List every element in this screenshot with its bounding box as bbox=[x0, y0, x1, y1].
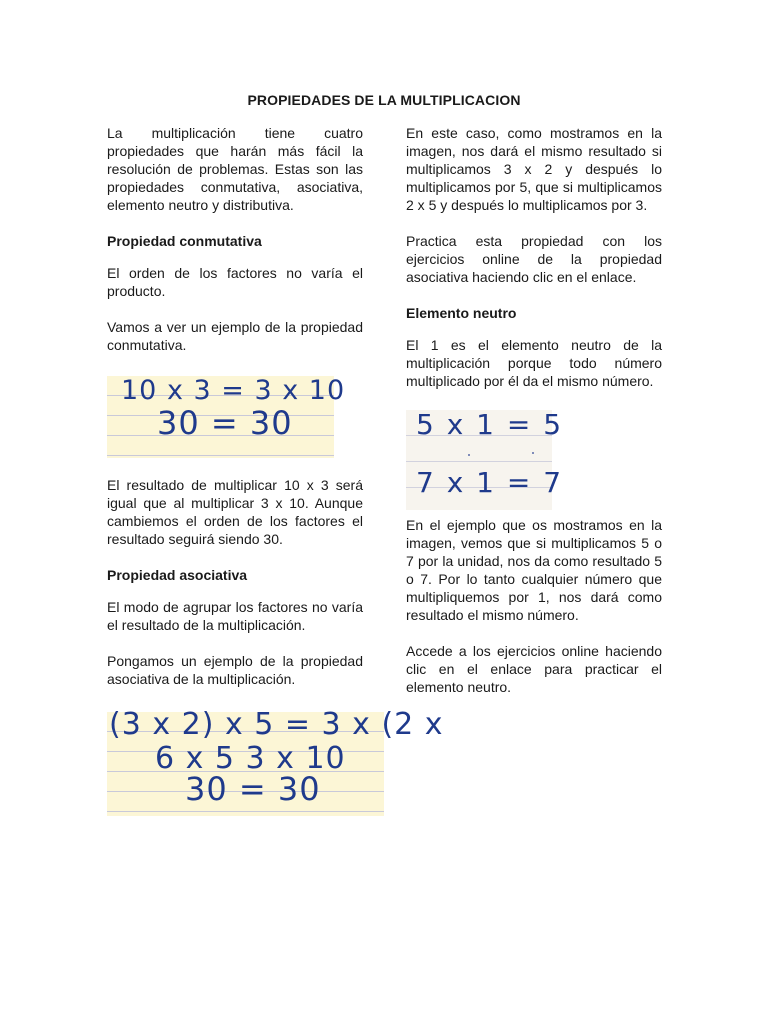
conmutativa-definition: El orden de los factores no varía el producto. bbox=[107, 265, 363, 299]
asociativa-image-line-3: 30 = 30 bbox=[185, 770, 321, 808]
left-column bbox=[107, 124, 444, 816]
asociativa-definition: El modo de agrupar los factores no varía el resultado de la multiplicación. bbox=[107, 599, 363, 633]
neutro-image-line-2: 7 x 1 = 7 bbox=[416, 466, 564, 499]
neutro-example-image bbox=[406, 408, 564, 510]
neutro-practice-link-text[interactable]: Accede a los ejercicios online haciendo clic en el enlace para practicar el elemento neutro. bbox=[406, 643, 662, 695]
ink-dot bbox=[532, 452, 534, 454]
neutro-explanation: En el ejemplo que os mostramos en la imagen, vemos que si multiplicamos 5 o 7 por la unidad, nos da como resultado 5 o 7. Por lo tanto cualquier número que multipliquemos por 1, nos dará como resultado el mismo número. bbox=[406, 517, 662, 623]
conmutativa-example-image bbox=[107, 375, 346, 458]
asociativa-example-image bbox=[107, 707, 444, 816]
asociativa-image-line-1: (3 x 2) x 5 = 3 x (2 x bbox=[109, 707, 444, 742]
neutro-heading: Elemento neutro bbox=[406, 305, 517, 321]
right-column bbox=[406, 124, 662, 714]
neutro-definition: El 1 es el elemento neutro de la multiplicación porque todo número multiplicado por él da el mismo número. bbox=[406, 337, 662, 389]
asociativa-practice-link-text[interactable]: Practica esta propiedad con los ejercicios online de la propiedad asociativa haciendo clic en el enlace. bbox=[406, 233, 662, 285]
conmutativa-explanation: El resultado de multiplicar 10 x 3 será igual que al multiplicar 3 x 10. Aunque cambiemos el orden de los factores el resultado seguirá siendo 30. bbox=[107, 477, 363, 547]
asociativa-explanation: En este caso, como mostramos en la imagen, nos dará el mismo resultado si multiplicamos 3 x 2 y después lo multiplicamos por 5, que si multiplicamos 2 x 5 y después lo multiplicamos por 3. bbox=[406, 125, 662, 213]
conmutativa-example-intro: Vamos a ver un ejemplo de la propiedad conmutativa. bbox=[107, 319, 363, 353]
neutro-image-line-1: 5 x 1 = 5 bbox=[416, 408, 564, 441]
intro-paragraph: La multiplicación tiene cuatro propiedades que harán más fácil la resolución de problemas. Estas son las propiedades conmutativa, asociativa, elemento neutro y distributiva. bbox=[107, 125, 363, 213]
conmutativa-heading: Propiedad conmutativa bbox=[107, 233, 262, 249]
asociativa-heading: Propiedad asociativa bbox=[107, 567, 248, 583]
page-title: PROPIEDADES DE LA MULTIPLICACION bbox=[247, 92, 521, 108]
asociativa-image-line-2: 6 x 5 3 x 10 bbox=[155, 741, 346, 776]
asociativa-example-intro: Pongamos un ejemplo de la propiedad asociativa de la multiplicación. bbox=[107, 653, 363, 687]
ink-dot bbox=[468, 454, 470, 456]
conmutativa-image-line-2: 30 = 30 bbox=[157, 404, 293, 442]
conmutativa-image-line-1: 10 x 3 = 3 x 10 bbox=[121, 375, 346, 406]
